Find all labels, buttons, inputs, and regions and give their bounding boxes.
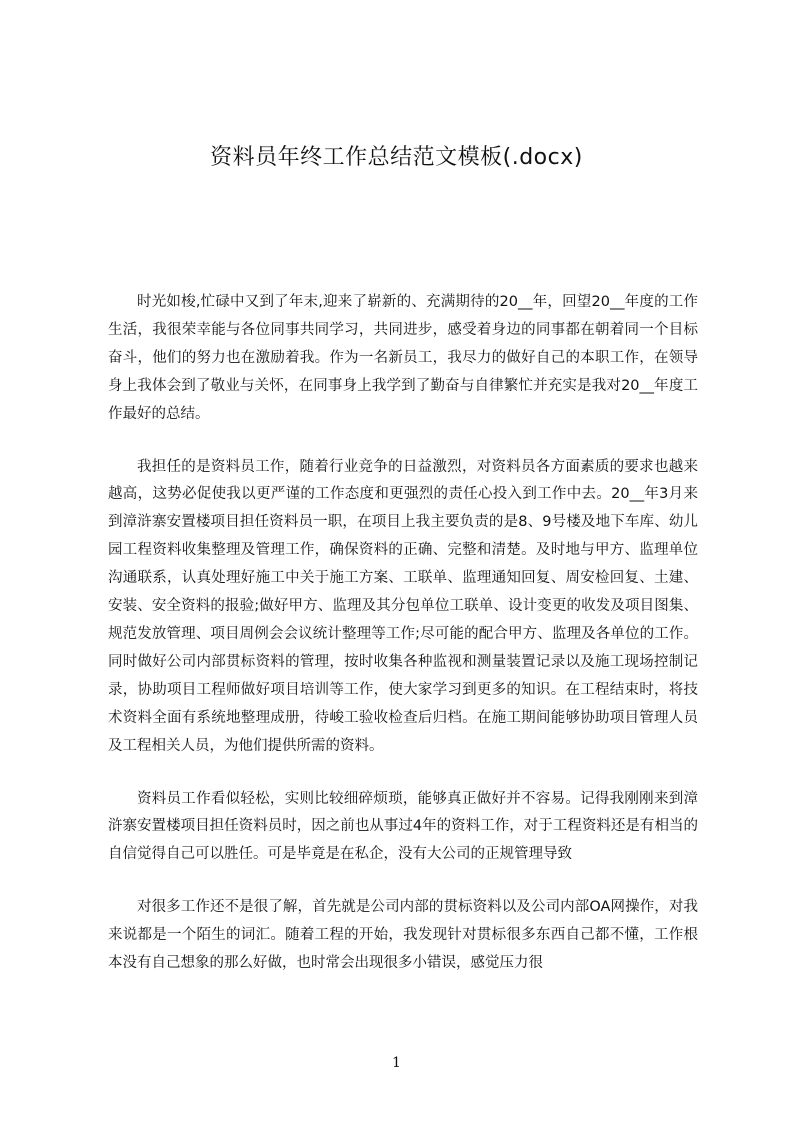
paragraph-3: 资料员工作看似轻松，实则比较细碎烦琐，能够真正做好并不容易。记得我刚刚来到漳浒寨安置楼项目担任资料员时，因之前也从事过4年的资料工作，对于工程资料还是有相当的自信觉得自己可以胜任。可是毕竟是在私企，没有大公司的正规管理导致	[108, 790, 698, 863]
paragraph-4: 对很多工作还不是很了解，首先就是公司内部的贯标资料以及公司内部OA网操作，对我来说都是一个陌生的词汇。随着工程的开始，我发现针对贯标很多东西自己都不懂，工作根本没有自己想象的那么好做，也时常会出现很多小错误，感觉压力很	[108, 899, 698, 972]
document-body	[108, 289, 698, 1003]
page-number: 1	[392, 1055, 401, 1071]
paragraph-2: 我担任的是资料员工作，随着行业竞争的日益激烈，对资料员各方面素质的要求也越来越高，这势必促使我以更严谨的工作态度和更强烈的责任心投入到工作中去。20__年3月来到漳浒寨安置楼项目担任资料员一职，在项目上我主要负责的是8、9号楼及地下车库、幼儿园工程资料收集整理及管理工作，确保资料的正确、完整和清楚。及时地与甲方、监理单位沟通联系，认真处理好施工中关于施工方案、工联单、监理通知回复、周安检回复、土建、安装、安全资料的报验;做好甲方、监理及其分包单位工联单、设计变更的收发及项目图集、规范发放管理、项目周例会会议统计整理等工作;尽可能的配合甲方、监理及各单位的工作。同时做好公司内部贯标资料的管理，按时收集各种监视和测量装置记录以及施工现场控制记录，协助项目工程师做好项目培训等工作，使大家学习到更多的知识。在工程结束时，将技术资料全面有系统地整理成册，待峻工验收检查后归档。在施工期间能够协助项目管理人员及工程相关人员，为他们提供所需的资料。	[108, 458, 698, 754]
document-title: 资料员年终工作总结范文模板(.docx)	[210, 145, 583, 170]
paragraph-1: 时光如梭,忙碌中又到了年末,迎来了崭新的、充满期待的20__年，回望20__年度的工作生活，我很荣幸能与各位同事共同学习，共同进步，感受着身边的同事都在朝着同一个目标奋斗，他们的努力也在激励着我。作为一名新员工，我尽力的做好自己的本职工作，在领导身上我体会到了敬业与关怀，在同事身上我学到了勤奋与自律繁忙并充实是我对20__年度工作最好的总结。	[108, 294, 698, 422]
